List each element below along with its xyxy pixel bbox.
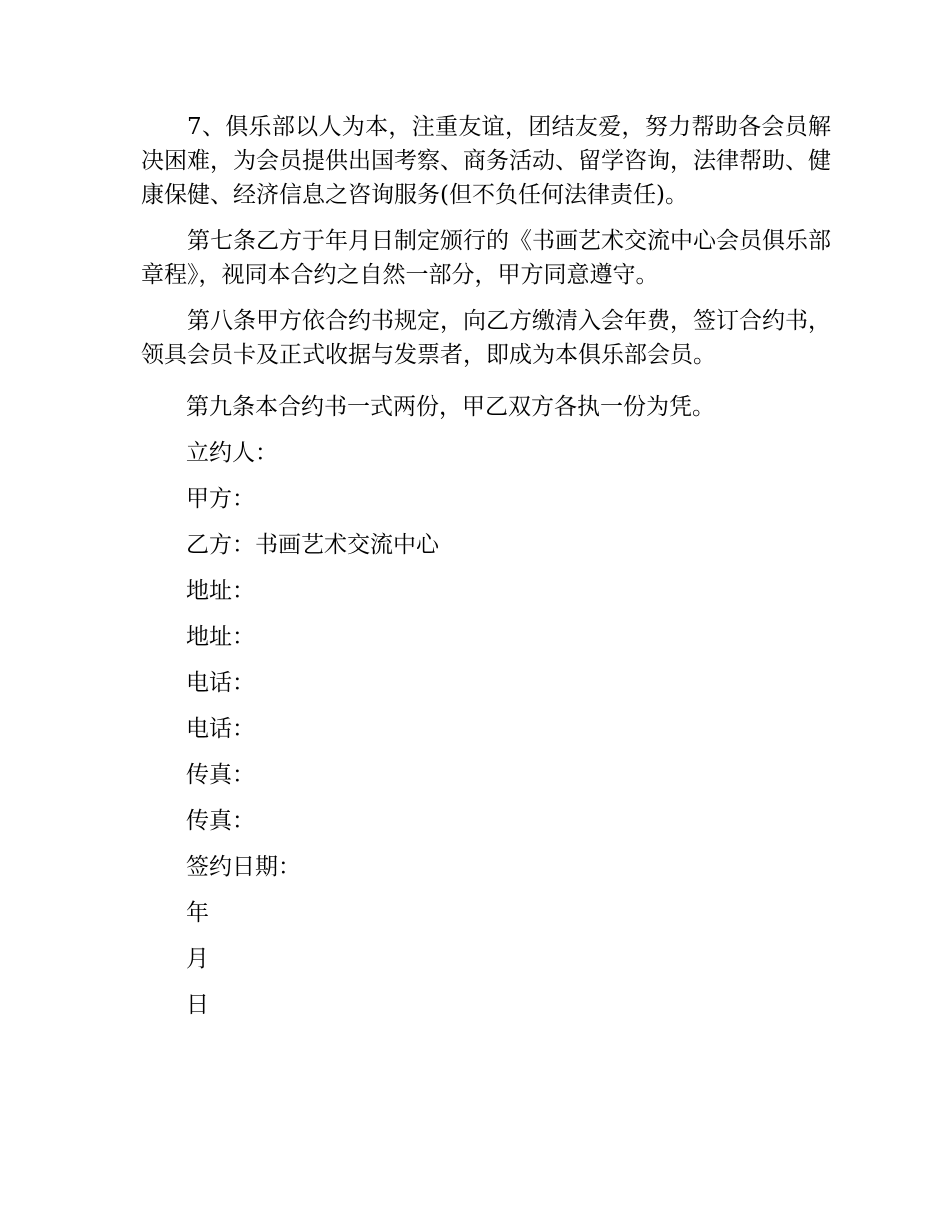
paragraph-article-7: 第七条乙方于年月日制定颁行的《书画艺术交流中心会员俱乐部章程》，视同本合约之自然一部分，甲方同意遵守。 xyxy=(141,228,831,288)
paragraph-article-9: 第九条本合约书一式两份，甲乙双方各执一份为凭。 xyxy=(186,394,715,420)
document-body xyxy=(141,110,831,1028)
party-a-label: 甲方： xyxy=(186,486,255,512)
phone-label-b: 电话： xyxy=(186,716,255,742)
fax-label-a: 传真： xyxy=(186,762,255,788)
address-label-b: 地址： xyxy=(186,624,255,650)
party-b-label: 乙方：书画艺术交流中心 xyxy=(186,532,439,558)
phone-label-a: 电话： xyxy=(186,670,255,696)
address-label-a: 地址： xyxy=(186,578,255,604)
date-month-label: 月 xyxy=(186,946,209,972)
paragraph-article-8: 第八条甲方依合约书规定，向乙方缴清入会年费，签订合约书，领具会员卡及正式收据与发票者，即成为本俱乐部会员。 xyxy=(141,308,831,368)
signatory-label: 立约人： xyxy=(186,440,278,466)
date-day-label: 日 xyxy=(186,992,209,1018)
fax-label-b: 传真： xyxy=(186,808,255,834)
paragraph-clause-7-item: 7、俱乐部以人为本，注重友谊，团结友爱，努力帮助各会员解决困难，为会员提供出国考察、商务活动、留学咨询，法律帮助、健康保健、经济信息之咨询服务(但不负任何法律责任)。 xyxy=(141,114,831,208)
signing-date-label: 签约日期： xyxy=(186,854,301,880)
date-year-label: 年 xyxy=(186,900,209,926)
